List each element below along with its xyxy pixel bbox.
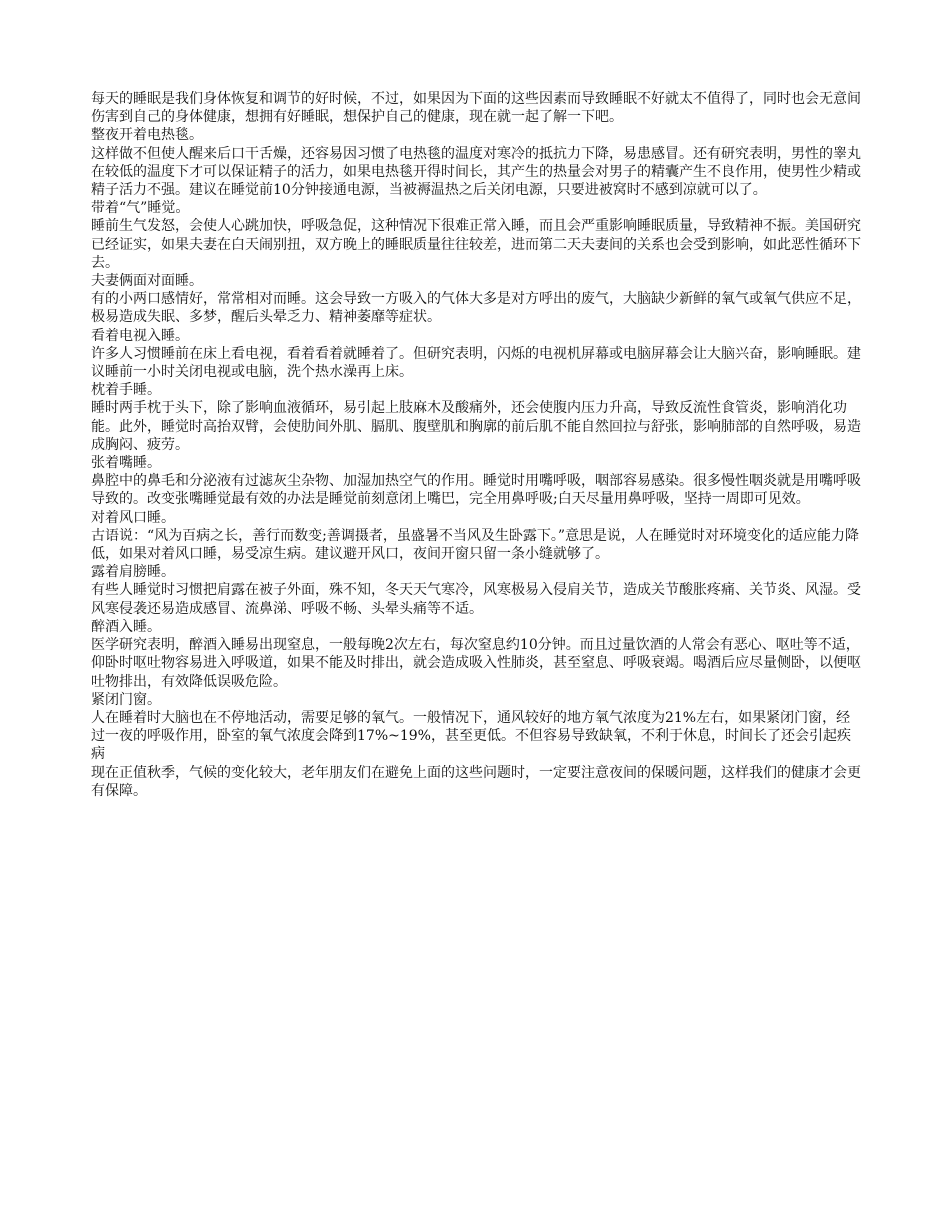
section-heading-closed-windows: 紧闭门窗。 — [91, 691, 161, 708]
article-body — [91, 90, 861, 800]
section-body-wind: 古语说：“风为百病之长，善行而数变;善调摄者，虽盛暑不当风及生卧露下。”意思是说，人在睡觉时对环境变化的适应能力降低，如果对着风口睡，易受凉生病。建议避开风口，夜间开窗只留一条小缝就够了。 — [91, 527, 860, 563]
section-body-shoulders: 有些人睡觉时习惯把肩露在被子外面，殊不知，冬天天气寒冷，风寒极易入侵肩关节，造成关节酸胀疼痛、关节炎、风湿。受风寒侵袭还易造成感冒、流鼻涕、呼吸不畅、头晕头痛等不适。 — [91, 582, 861, 617]
section-heading-angry-sleep: 带着“气”睡觉。 — [91, 200, 190, 217]
section-body-mouth-open: 鼻腔中的鼻毛和分泌液有过滤灰尘杂物、加湿加热空气的作用。睡觉时用嘴呼吸，咽部容易感染。很多慢性咽炎就是用嘴呼吸导致的。改变张嘴睡觉最有效的办法是睡觉前刻意闭上嘴巴，完全用鼻呼吸;白天尽量用鼻呼吸，坚持一周即可见效。 — [91, 473, 861, 508]
section-heading-hands-pillow: 枕着手睡。 — [91, 382, 161, 399]
section-heading-electric-blanket: 整夜开着电热毯。 — [91, 127, 203, 144]
section-heading-wind: 对着风口睡。 — [91, 509, 175, 526]
section-heading-shoulders: 露着肩膀睡。 — [91, 564, 175, 581]
section-heading-face-to-face: 夫妻俩面对面睡。 — [91, 273, 203, 290]
section-body-drunk: 医学研究表明，醉酒入睡易出现窒息，一般每晚2次左右，每次窒息约10分钟。而且过量饮酒的人常会有恶心、呕吐等不适，仰卧时呕吐物容易进入呼吸道，如果不能及时排出，就会造成吸入性肺炎，甚至窒息、呼吸衰竭。喝酒后应尽量侧卧，以便呕吐物排出，有效降低误吸危险。 — [91, 637, 861, 690]
section-body-tv: 许多人习惯睡前在床上看电视，看着看着就睡着了。但研究表明，闪烁的电视机屏幕或电脑屏幕会让大脑兴奋，影响睡眠。建议睡前一小时关闭电视或电脑，洗个热水澡再上床。 — [91, 345, 861, 381]
section-heading-mouth-open: 张着嘴睡。 — [91, 455, 161, 472]
conclusion-paragraph: 现在正值秋季，气候的变化较大，老年朋友们在避免上面的这些问题时，一定要注意夜间的保暖问题，这样我们的健康才会更有保障。 — [91, 764, 861, 799]
section-body-face-to-face: 有的小两口感情好，常常相对而睡。这会导致一方吸入的气体大多是对方呼出的废气，大脑缺少新鲜的氧气或氧气供应不足，极易造成失眠、多梦，醒后头晕乏力、精神萎靡等症状。 — [91, 291, 861, 326]
intro-paragraph: 每天的睡眠是我们身体恢复和调节的好时候，不过，如果因为下面的这些因素而导致睡眠不好就太不值得了，同时也会无意间伤害到自己的身体健康，想拥有好睡眠，想保护自己的健康，现在就一起了解一下吧。 — [91, 91, 861, 126]
section-body-closed-windows: 人在睡着时大脑也在不停地活动，需要足够的氧气。一般情况下，通风较好的地方氧气浓度为21%左右，如果紧闭门窗，经过一夜的呼吸作用，卧室的氧气浓度会降到17%~19%，甚至更低。不但容易导致缺氧，不利于休息，时间长了还会引起疾病 — [91, 709, 851, 763]
section-body-electric-blanket: 这样做不但使人醒来后口干舌燥，还容易因习惯了电热毯的温度对寒冷的抵抗力下降，易患感冒。还有研究表明，男性的睾丸在较低的温度下才可以保证精子的活力，如果电热毯开得时间长，其产生的热量会对男子的精囊产生不良作用，使男性少精或精子活力不强。建议在睡觉前10分钟接通电源，当被褥温热之后关闭电源，只要进被窝时不感到凉就可以了。 — [91, 145, 861, 199]
section-body-angry-sleep: 睡前生气发怒，会使人心跳加快，呼吸急促，这种情况下很难正常入睡，而且会严重影响睡眠质量，导致精神不振。美国研究已经证实，如果夫妻在白天闹别扭，双方晚上的睡眠质量往往较差，进而第二天夫妻间的关系也会受到影响，如此恶性循环下去。 — [91, 218, 861, 271]
section-heading-drunk: 醉酒入睡。 — [91, 618, 161, 635]
section-body-hands-pillow: 睡时两手枕于头下，除了影响血液循环，易引起上肢麻木及酸痛外，还会使腹内压力升高，导致反流性食管炎，影响消化功能。此外，睡觉时高抬双臂，会使肋间外肌、膈肌、腹壁肌和胸廓的前后肌不能自然回拉与舒张，影响肺部的自然呼吸，易造成胸闷、疲劳。 — [91, 400, 861, 453]
section-heading-tv: 看着电视入睡。 — [91, 327, 189, 344]
